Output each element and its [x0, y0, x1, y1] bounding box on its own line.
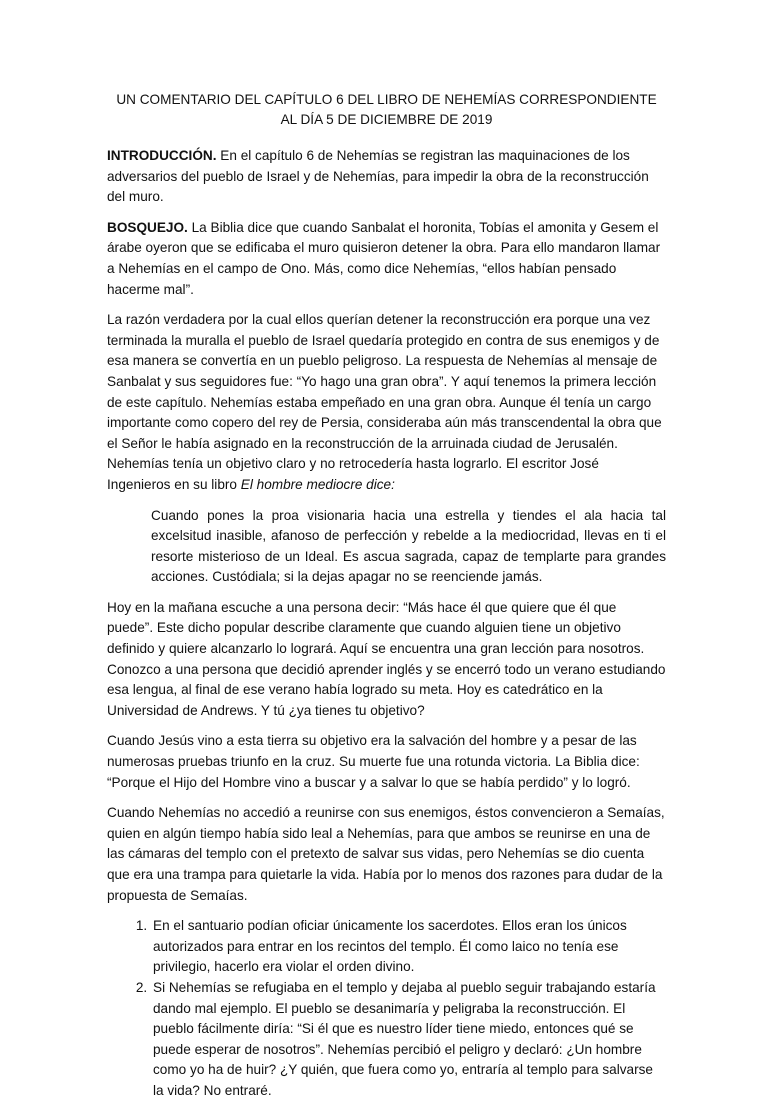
list-item: 1. En el santuario podían oficiar únicamente los sacerdotes. Ellos eran los únicos autorizados para entrar en los recintos del templo. Él como laico no tenía ese privilegio, hacerlo era violar el orden divino. — [151, 916, 666, 978]
intro-paragraph — [107, 146, 666, 208]
semaias-paragraph: Cuando Nehemías no accedió a reunirse con sus enemigos, éstos convencieron a Semaías, quien en algún tiempo había sido leal a Nehemías, para que ambos se reunirse en una de las cámaras del templo con el pretexto de salvar sus vidas, pero Nehemías se dio cuenta que era una trampa para quietarle la vida. Había por lo menos dos razones para dudar de la propuesta de Semaías. — [107, 805, 665, 903]
book-title: El hombre mediocre dice: — [240, 476, 395, 492]
document-title: UN COMENTARIO DEL CAPÍTULO 6 DEL LIBRO DE NEHEMÍAS CORRESPONDIENTE AL DÍA 5 DE DICIEMBRE DE 2019 — [116, 92, 657, 127]
intro-heading: INTRODUCCIÓN. — [107, 148, 217, 163]
reason-text: La razón verdadera por la cual ellos querían detener la reconstrucción era porque una vez terminada la muralla el pueblo de Israel quedaría protegido en contra de sus enemigos y de esa manera se convertía en un pueblo peligroso. La respuesta de Nehemías al mensaje de Sanbalat y sus seguidores fue: “Yo hago una gran obra”. Y aquí tenemos la primera lección de este capítulo. Nehemías estaba empeñado en una gran obra. Aunque él tenía un cargo importante como copero del rey de Persia, consideraba aún más transcendental la obra que el Señor le había asignado en la reconstrucción de la arruinada ciudad de Jerusalén. Nehemías tenía un objetivo claro y no retrocedería hasta lograrlo. El escritor José Ingenieros en su libro — [107, 312, 662, 492]
intro-text: En el capítulo 6 de Nehemías se registran las maquinaciones de los adversarios del pueblo de Israel y de Nehemías, para impedir la obra de la reconstrucción del muro. — [107, 148, 649, 205]
outline-text: La Biblia dice que cuando Sanbalat el horonita, Tobías el amonita y Gesem el árabe oyeron que se edificaba el muro quisieron detener la obra. Para ello mandaron llamar a Nehemías en el campo de Ono. Más, como dice Nehemías, “ellos habían pensado hacerme mal”. — [107, 219, 661, 297]
jesus-paragraph: Cuando Jesús vino a esta tierra su objetivo era la salvación del hombre y a pesar de las numerosas pruebas triunfo en la cruz. Su muerte fue una rotunda victoria. La Biblia dice: “Porque el Hijo del Hombre vino a buscar y a salvar lo que se había perdido” y lo logró. — [107, 733, 640, 790]
block-quote: Cuando pones la proa visionaria hacia una estrella y tiendes el ala hacia tal excelsitud inasible, afanoso de perfección y rebelde a la mediocridad, llevas en ti el resorte misterioso de un Ideal. Es ascua sagrada, capaz de templarte para grandes acciones. Custódiala; si la dejas apagar no se reenciende jamás. — [151, 507, 666, 585]
outline-heading: BOSQUEJO. — [107, 219, 188, 235]
list-item: 2. Si Nehemías se refugiaba en el templo y dejaba al pueblo seguir trabajando estaría dando mal ejemplo. El pueblo se desanimaría y peligraba la reconstrucción. El pueblo fácilmente diría: “Si él que es nuestro líder tiene miedo, entonces qué se puede esperar de nosotros”. Nehemías percibió el peligro y declaró: ¿Un hombre como yo ha de huir? ¿Y quién, que fuera como yo, entraría al templo para salvarse la vida? No entraré. — [151, 978, 666, 1102]
reason-paragraph — [107, 310, 666, 495]
outline-paragraph — [107, 218, 666, 300]
reasons-list — [107, 916, 666, 1101]
morning-paragraph: Hoy en la mañana escuche a una persona decir: “Más hace él que quiere que él que puede”. Este dicho popular describe claramente que cuando alguien tiene un objetivo definido y quiere alcanzarlo lo logrará. Aquí se encuentra una gran lección para nosotros. Conozco a una persona que decidió aprender inglés y se encerró todo un verano estudiando esa lengua, al final de ese verano había logrado su meta. Hoy es catedrático en la Universidad de Andrews. Y tú ¿ya tienes tu objetivo? — [107, 599, 666, 718]
